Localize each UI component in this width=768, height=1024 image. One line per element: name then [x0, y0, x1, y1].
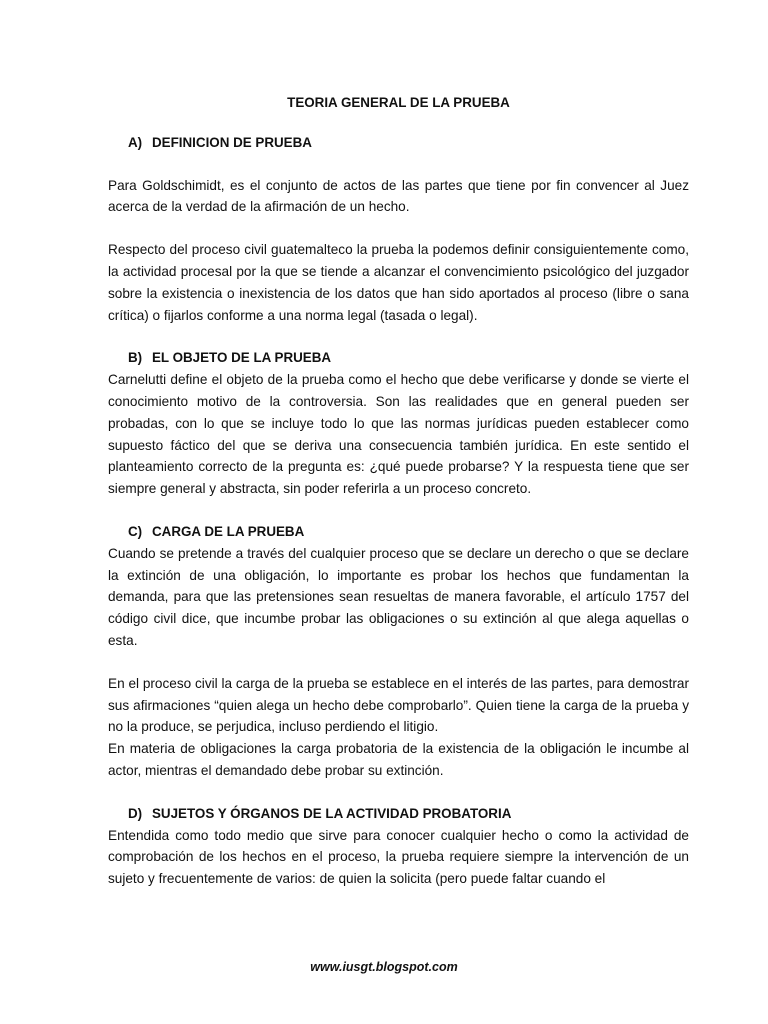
section-letter: C) — [128, 523, 143, 539]
section-heading-text: SUJETOS Y ÓRGANOS DE LA ACTIVIDAD PROBATORIA — [152, 805, 512, 821]
section-heading-text: CARGA DE LA PRUEBA — [152, 523, 305, 539]
section-heading-c — [108, 521, 689, 543]
section-heading-text: EL OBJETO DE LA PRUEBA — [152, 350, 332, 366]
section-letter: B) — [128, 350, 143, 366]
paragraph: Entendida como todo medio que sirve para conocer cualquier hecho o como la actividad de comprobación de los hechos en el proceso, la prueba requiere siempre la intervención de un sujeto y frecuentemente de varios: de quien la solicita (pero puede faltar cuando el — [108, 827, 689, 887]
document-title: TEORIA GENERAL DE LA PRUEBA — [287, 95, 510, 110]
paragraph: En materia de obligaciones la carga probatoria de la existencia de la obligación le incumbe al actor, mientras el demandado debe probar su extinción. — [108, 741, 689, 778]
document-body — [108, 92, 689, 890]
section-heading-b — [108, 347, 689, 369]
footer-url: www.iusgt.blogspot.com — [310, 960, 458, 974]
paragraph: Cuando se pretende a través del cualquier proceso que se declare un derecho o que se declare la extinción de una obligación, lo importante es probar los hechos que fundamentan la demanda, para que las pretensiones sean resueltas de manera favorable, el artículo 1757 del código civil dice, que incumbe probar las obligaciones o su extinción al que alega aquellas o esta. — [108, 545, 689, 648]
paragraph: En el proceso civil la carga de la prueba se establece en el interés de las partes, para demostrar sus afirmaciones “quien alega un hecho debe comprobarlo”. Quien tiene la carga de la prueba y no la produce, se perjudica, incluso perdiendo el litigio. — [108, 675, 689, 735]
section-letter: D) — [128, 805, 143, 821]
section-heading-text: DEFINICION DE PRUEBA — [152, 134, 312, 150]
section-letter: A) — [128, 134, 143, 150]
paragraph: Respecto del proceso civil guatemalteco la prueba la podemos definir consiguientemente como, la actividad procesal por la que se tiende a alcanzar el convencimiento psicológico del juzgador sobre la existencia o inexistencia de los datos que han sido aportados al proceso (libre o sana crítica) o fijarlos conforme a una norma legal (tasada o legal). — [108, 242, 689, 323]
section-heading-a — [108, 132, 689, 154]
paragraph: Para Goldschimidt, es el conjunto de actos de las partes que tiene por fin convencer al Juez acerca de la verdad de la afirmación de un hecho. — [108, 177, 689, 215]
section-heading-d — [108, 803, 689, 825]
paragraph: Carnelutti define el objeto de la prueba como el hecho que debe verificarse y donde se vierte el conocimiento motivo de la controversia. Son las realidades que en general pueden ser probadas, con lo que se incluye todo lo que las normas jurídicas pueden establecer como supuesto fáctico del que se deriva una consecuencia también jurídica. En este sentido el planteamiento correcto de la pregunta es: ¿qué puede probarse? Y la respuesta tiene que ser siempre general y abstracta, sin poder referirla a un proceso concreto. — [108, 372, 689, 497]
